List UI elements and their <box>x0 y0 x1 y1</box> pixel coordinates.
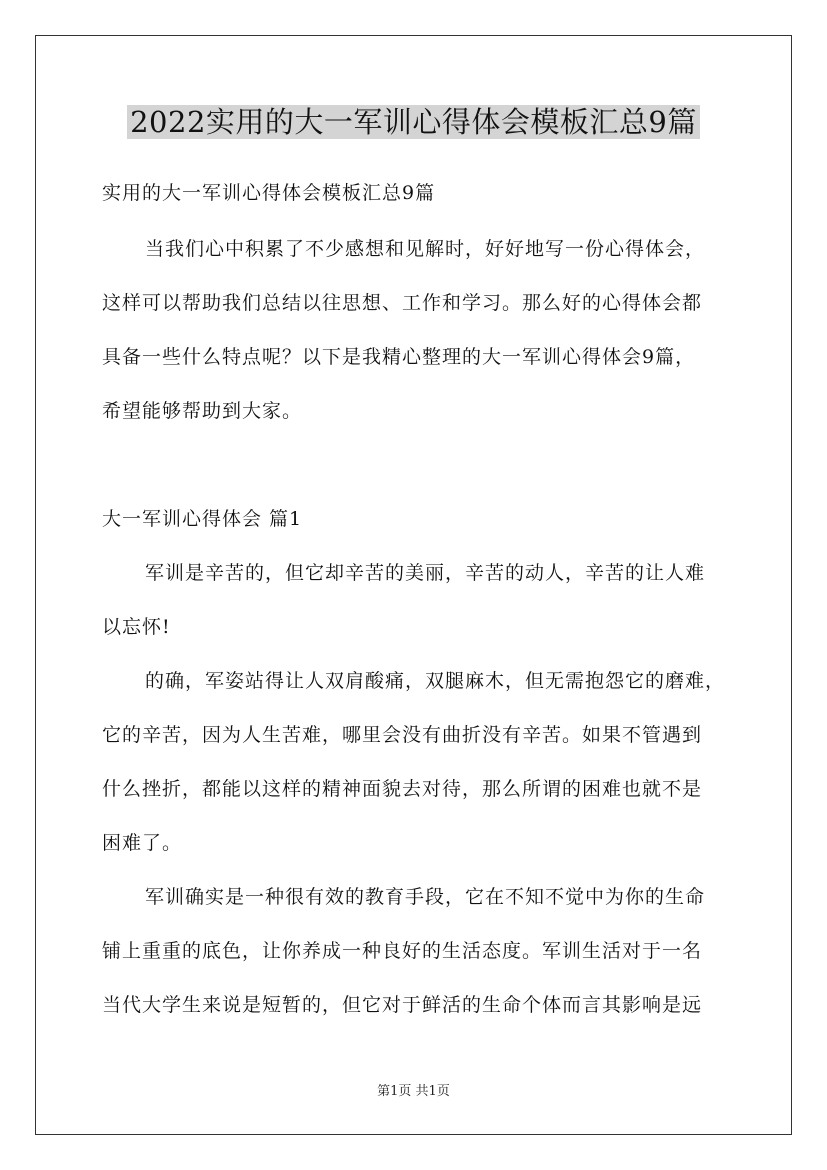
paragraph-2-line: 什么挫折，都能以这样的精神面貌去对待，那么所谓的困难也就不是 <box>102 778 703 800</box>
paragraph-2-line: 困难了。 <box>102 832 183 854</box>
document-title <box>0 101 827 143</box>
paragraph-1-line: 军训是辛苦的，但它却辛苦的美丽，辛苦的动人，辛苦的让人难 <box>145 562 706 584</box>
section-heading: 大一军训心得体会 篇1 <box>102 508 303 530</box>
intro-line: 希望能够帮助到大家。 <box>102 400 303 422</box>
paragraph-2-line: 的确，军姿站得让人双肩酸痛，双腿麻木，但无需抱怨它的磨难， <box>145 670 726 692</box>
paragraph-3-line: 军训确实是一种很有效的教育手段，它在不知不觉中为你的生命 <box>145 886 706 908</box>
page-footer: 第1页 共1页 <box>377 1084 450 1099</box>
paragraph-3-line: 铺上重重的底色，让你养成一种良好的生活态度。军训生活对于一名 <box>102 940 703 962</box>
document-subtitle: 实用的大一军训心得体会模板汇总9篇 <box>102 182 436 204</box>
intro-line: 具备一些什么特点呢？以下是我精心整理的大一军训心得体会9篇， <box>102 346 696 368</box>
intro-line: 当我们心中积累了不少感想和见解时，好好地写一份心得体会， <box>145 238 706 260</box>
paragraph-3-line: 当代大学生来说是短暂的，但它对于鲜活的生命个体而言其影响是远 <box>102 994 703 1016</box>
intro-line: 这样可以帮助我们总结以往思想、工作和学习。那么好的心得体会都 <box>102 292 703 314</box>
paragraph-1-line: 以忘怀! <box>102 616 171 638</box>
document-title-text: 2022实用的大一军训心得体会模板汇总9篇 <box>127 105 700 139</box>
paragraph-2-line: 它的辛苦，因为人生苦难，哪里会没有曲折没有辛苦。如果不管遇到 <box>102 724 703 746</box>
